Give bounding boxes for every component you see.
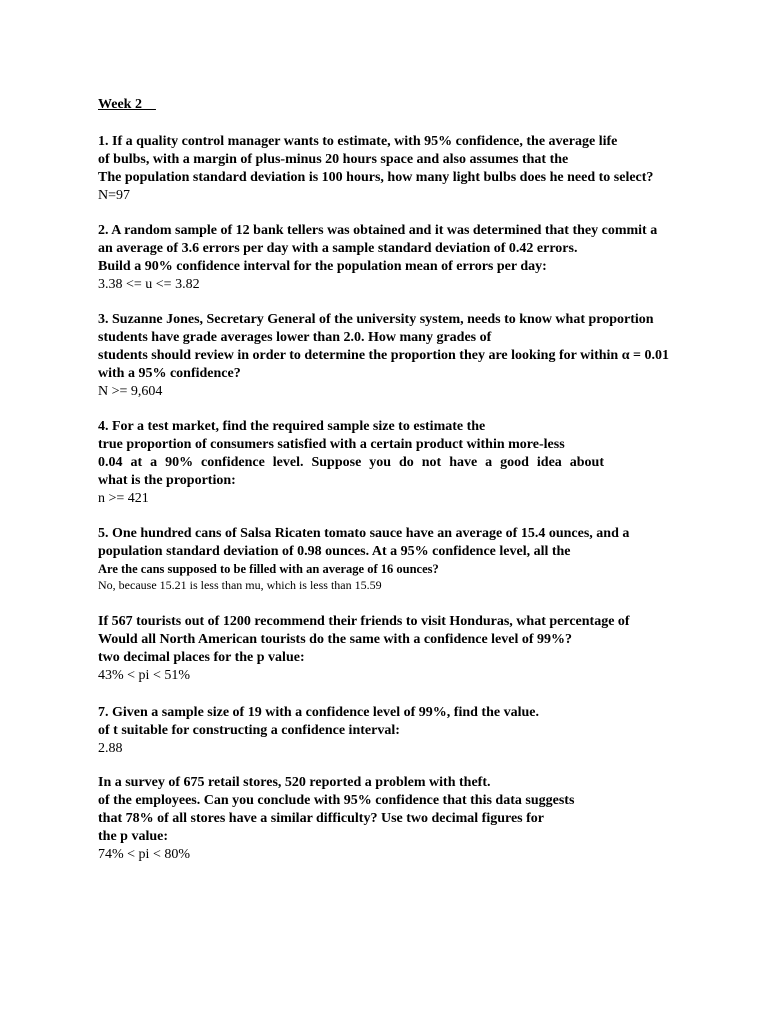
question-8-line-3: that 78% of all stores have a similar difficulty? Use two decimal figures for <box>98 811 545 826</box>
question-5-line-1: 5. One hundred cans of Salsa Ricaten tomato sauce have an average of 15.4 ounces, and a <box>98 526 630 541</box>
question-2 <box>98 222 678 294</box>
question-8-line-2: of the employees. Can you conclude with 95% confidence that this data suggests <box>98 793 575 808</box>
question-3-answer: N >= 9,604 <box>98 384 163 399</box>
question-7-line-2: of t suitable for constructing a confidence interval: <box>98 723 400 738</box>
question-7-answer: 2.88 <box>98 741 123 756</box>
question-1-line-2: of bulbs, with a margin of plus-minus 20 hours space and also assumes that the <box>98 152 569 167</box>
question-5 <box>98 525 678 593</box>
question-8-answer: 74% < pi < 80% <box>98 847 191 862</box>
question-1-line-1: 1. If a quality control manager wants to estimate, with 95% confidence, the average life <box>98 134 618 149</box>
question-4 <box>98 418 678 508</box>
question-1-answer: N=97 <box>98 188 131 203</box>
question-2-line-3: Build a 90% confidence interval for the population mean of errors per day: <box>98 259 547 274</box>
question-8-line-1: In a survey of 675 retail stores, 520 reported a problem with theft. <box>98 775 491 790</box>
question-1 <box>98 133 678 205</box>
question-4-answer: n >= 421 <box>98 491 149 506</box>
question-4-line-2: true proportion of consumers satisfied with a certain product within more-less <box>98 437 565 452</box>
question-3-line-4: with a 95% confidence? <box>98 366 241 381</box>
question-7-line-1: 7. Given a sample size of 19 with a confidence level of 99%, find the value. <box>98 705 539 720</box>
question-3-line-2: students have grade averages lower than 2.0. How many grades of <box>98 330 492 345</box>
question-7 <box>98 704 678 758</box>
page-title: Week 2 <box>98 97 156 112</box>
question-6-line-1: If 567 tourists out of 1200 recommend their friends to visit Honduras, what percentage of <box>98 614 630 629</box>
question-4-line-3: 0.04 at a 90% confidence level. Suppose you do not have a good idea about <box>98 455 604 470</box>
question-8-line-4: the p value: <box>98 829 168 844</box>
question-2-line-2: an average of 3.6 errors per day with a sample standard deviation of 0.42 errors. <box>98 241 578 256</box>
question-2-answer: 3.38 <= u <= 3.82 <box>98 277 200 292</box>
question-6-line-3: two decimal places for the p value: <box>98 650 305 665</box>
question-6 <box>98 613 678 685</box>
question-8 <box>98 774 678 864</box>
question-3-line-3: students should review in order to determine the proportion they are looking for within α = 0.01 <box>98 348 670 363</box>
question-4-line-1: 4. For a test market, find the required sample size to estimate the <box>98 419 486 434</box>
question-1-line-3: The population standard deviation is 100 hours, how many light bulbs does he need to select? <box>98 170 654 185</box>
question-4-line-4: what is the proportion: <box>98 473 236 488</box>
question-5-line-2: population standard deviation of 0.98 ounces. At a 95% confidence level, all the <box>98 544 571 559</box>
question-3 <box>98 311 678 401</box>
question-5-answer: No, because 15.21 is less than mu, which is less than 15.59 <box>98 578 382 592</box>
question-2-line-1: 2. A random sample of 12 bank tellers was obtained and it was determined that they commit a <box>98 223 658 238</box>
question-3-line-1: 3. Suzanne Jones, Secretary General of the university system, needs to know what proportion <box>98 312 654 327</box>
question-5-line-3: Are the cans supposed to be filled with an average of 16 ounces? <box>98 562 439 576</box>
question-6-answer: 43% < pi < 51% <box>98 668 191 683</box>
question-6-line-2: Would all North American tourists do the same with a confidence level of 99%? <box>98 632 573 647</box>
